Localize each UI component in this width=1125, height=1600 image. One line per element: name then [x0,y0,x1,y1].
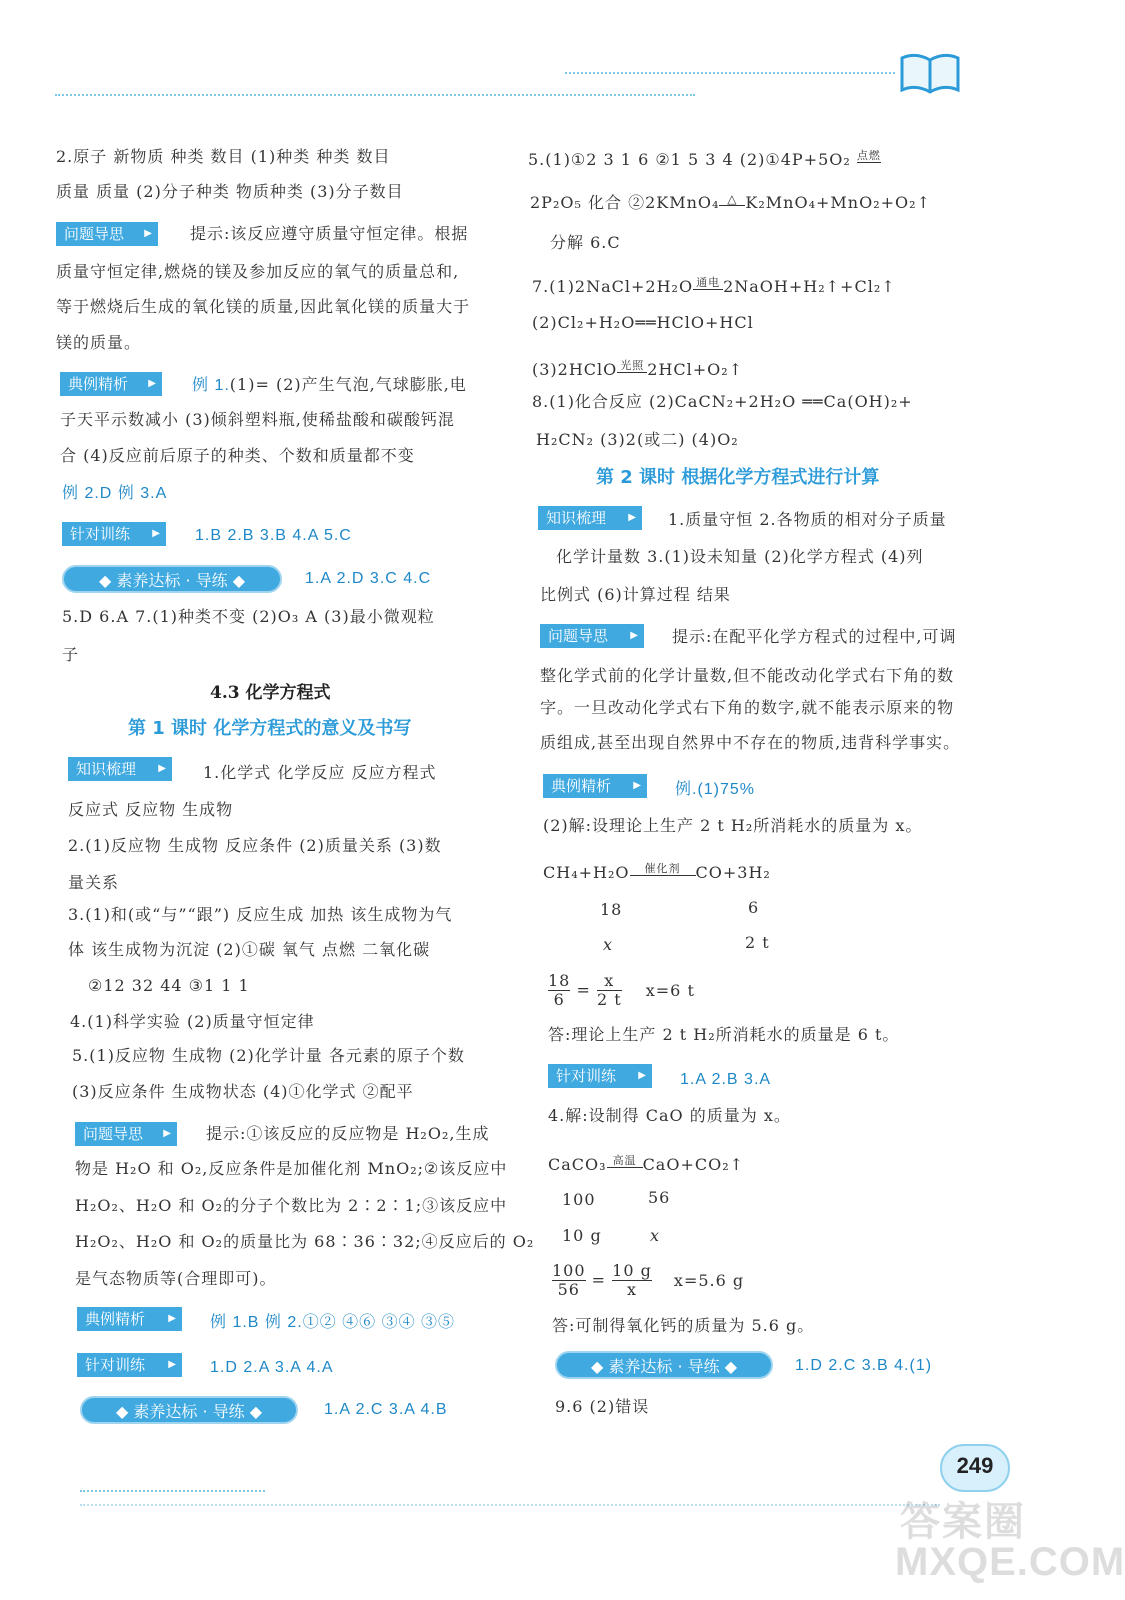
calc-a-var-2: 2 t [745,933,770,952]
tag-example-2: 典例精析 ▶ [77,1307,182,1331]
fraction-2 [597,972,622,1009]
right-line-6-products: 2HCl+O₂↑ [647,360,744,379]
right-line-25 [548,1155,744,1175]
left-line-27: H₂O₂、H₂O 和 O₂的分子个数比为 2∶2∶1;③该反应中 [75,1196,508,1215]
left-line-9: 合 (4)反应前后原子的种类、个数和质量都不变 [60,446,415,465]
equals-2: = [591,1270,607,1290]
left-line-10: 例 2.D 例 3.A [62,485,168,502]
right-line-18-text: CH₄+H₂O [543,863,630,882]
proportion-2 [552,1262,744,1299]
condition-electrolysis: 通电 [693,277,723,290]
watermark-text: 答案圈 [900,1499,1026,1545]
right-line-30: 1.D 2.C 3.B 4.(1) [795,1357,933,1374]
calc-b-var-1: 10 g [562,1226,602,1245]
fraction-4-bottom: x [626,1280,637,1299]
right-line-3: 分解 6.C [550,233,621,252]
left-line-3: 提示:该反应遵守质量守恒定律。根据 [190,224,469,243]
fraction-2-top: x [597,972,622,991]
right-line-5: (2)Cl₂+H₂O══HClO+HCl [532,313,754,332]
calc-a-mass-2: 6 [748,898,760,917]
left-line-32: 1.A 2.C 3.A 4.B [324,1401,448,1418]
right-line-4 [532,277,896,297]
calc-a-var-1: x [603,935,614,954]
right-line-25-products: CaO+CO₂↑ [642,1155,745,1174]
left-line-29: 是气态物质等(合理即可)。 [75,1269,277,1288]
header-dotted-line-right [565,72,895,74]
left-line-25: 提示:①该反应的反应物是 H₂O₂,生成 [206,1124,490,1143]
condition-light: 光照 [617,360,647,373]
tag-knowledge: 知识梳理 ▶ [68,757,172,781]
fraction-4 [612,1262,652,1299]
tag-training-2: 针对训练 ▶ [77,1353,182,1377]
right-line-1 [528,150,881,170]
right-line-23: 1.A 2.B 3.A [680,1071,772,1088]
left-line-30: 例 1.B 例 2.①② ④⑥ ③④ ③⑤ [210,1314,456,1331]
tag-problem-guide: 问题导思 ▶ [56,222,158,246]
tag-problem-guide-2: 问题导思 ▶ [75,1122,177,1146]
left-line-1: 2.原子 新物质 种类 数目 (1)种类 种类 数目 [56,147,391,166]
watermark-url: MXQE.COM [895,1540,1125,1584]
right-line-11: 比例式 (6)计算过程 结果 [540,585,731,604]
right-line-18-products: CO+3H₂ [695,863,771,882]
section-title-1: 第 1 课时 化学方程式的意义及书写 [128,718,412,739]
left-line-31: 1.D 2.A 3.A 4.A [210,1359,334,1376]
left-line-16: 反应式 反应物 生成物 [68,800,234,819]
right-line-6 [532,360,743,380]
left-line-17: 2.(1)反应物 生成物 反应条件 (2)质量关系 (3)数 [68,836,442,855]
tag-knowledge-right: 知识梳理 ▶ [538,506,642,530]
left-line-23: 5.(1)反应物 生成物 (2)化学计量 各元素的原子个数 [72,1046,465,1065]
left-line-13: 5.D 6.A 7.(1)种类不变 (2)O₃ A (3)最小微观粒 [62,607,435,626]
left-line-24: (3)反应条件 生成物状态 (4)①化学式 ②配平 [72,1082,414,1101]
example-text: (1)= (2)产生气泡,气球膨胀,电 [229,375,467,394]
calc-b-mass-1: 100 [562,1190,596,1209]
condition-high-temp: 高温 [607,1155,643,1168]
left-line-20: 体 该生成物为沉淀 (2)①碳 氧气 点燃 二氧化碳 [68,940,431,959]
right-line-8: H₂CN₂ (3)2(或二) (4)O₂ [536,430,739,449]
right-line-4-products: 2NaOH+H₂↑+Cl₂↑ [723,277,896,296]
right-line-7: 8.(1)化合反应 (2)CaCN₂+2H₂O ══Ca(OH)₂+ [532,392,913,411]
left-line-19: 3.(1)和(或“与”“跟”) 反应生成 加热 该生成物为气 [68,905,453,924]
proportion-1 [548,972,695,1009]
fraction-3-bottom: 56 [557,1280,580,1299]
fraction-3 [552,1262,586,1299]
pill-literacy-2: ◆ 素养达标 · 导练 ◆ [80,1396,298,1424]
tag-problem-guide-right: 问题导思 ▶ [540,624,644,648]
fraction-1 [548,972,570,1009]
tag-example-right: 典例精析 ▶ [543,774,647,798]
right-line-17: (2)解:设理论上生产 2 t H₂所消耗水的质量为 x。 [543,816,923,835]
right-line-14: 字。一旦改动化学式右下角的数字,就不能表示原来的物 [540,698,955,717]
right-line-25-text: CaCO₃ [548,1155,607,1174]
left-line-22: 4.(1)科学实验 (2)质量守恒定律 [70,1012,315,1031]
tag-training: 针对训练 ▶ [62,522,166,546]
right-line-31: 9.6 (2)错误 [555,1397,650,1416]
right-line-24: 4.解:设制得 CaO 的质量为 x。 [548,1106,791,1125]
left-line-11: 1.B 2.B 3.B 4.A 5.C [195,527,352,544]
tag-training-right: 针对训练 ▶ [548,1064,652,1088]
result-2: x=5.6 g [673,1270,745,1290]
pill-literacy: ◆ 素养达标 · 导练 ◆ [62,565,282,593]
left-line-14: 子 [62,645,80,664]
condition-heat: △ [719,193,745,206]
right-line-13: 整化学式前的化学计量数,但不能改动化学式右下角的数 [540,666,955,685]
fraction-1-top: 18 [548,971,571,990]
equals-1: = [576,980,591,1000]
right-line-1-text: 5.(1)①2 3 1 6 ②1 5 3 4 (2)①4P+5O₂ [528,150,851,169]
right-line-4-text: 7.(1)2NaCl+2H₂O [532,277,694,296]
left-line-26: 物是 H₂O 和 O₂,反应条件是加催化剂 MnO₂;②该反应中 [75,1159,508,1178]
right-line-2-products: K₂MnO₄+MnO₂+O₂↑ [745,193,931,212]
calc-b-mass-2: 56 [648,1188,671,1207]
left-line-18: 量关系 [68,873,120,892]
left-line-15: 1.化学式 化学反应 反应方程式 [203,763,437,782]
calc-a-mass-1: 18 [600,900,623,919]
right-line-18 [543,863,771,883]
right-line-29: 答:可制得氧化钙的质量为 5.6 g。 [552,1316,815,1335]
right-line-2 [530,193,931,213]
footer-dotted-line [80,1504,940,1506]
left-line-4: 质量守恒定律,燃烧的镁及参加反应的氧气的质量总和, [56,262,460,281]
chapter-heading: 4.3 化学方程式 [210,683,331,703]
left-line-6: 镁的质量。 [56,333,142,352]
left-line-7 [192,375,467,396]
pill-literacy-right: ◆ 素养达标 · 导练 ◆ [555,1351,773,1379]
right-line-12: 提示:在配平化学方程式的过程中,可调 [672,627,957,646]
result-1: x=6 t [645,980,695,1000]
fraction-2-bottom: 2 t [596,990,622,1009]
condition-ignite: 点燃 [856,149,881,162]
right-line-15: 质组成,甚至出现自然界中不存在的物质,违背科学事实。 [540,733,961,752]
left-line-12: 1.A 2.D 3.C 4.C [305,570,432,587]
footer-dotted-line-short [80,1490,265,1492]
right-line-10: 化学计量数 3.(1)设未知量 (2)化学方程式 (4)列 [556,547,924,566]
calc-b-var-2: x [650,1226,661,1245]
open-book-icon [898,48,962,96]
condition-catalyst: 催化剂 [630,863,696,876]
tag-example: 典例精析 ▶ [60,372,162,396]
example-label: 例 1. [192,377,230,394]
page-number: 249 [956,1453,994,1478]
left-line-28: H₂O₂、H₂O 和 O₂的质量比为 68∶36∶32;④反应后的 O₂ [75,1232,535,1251]
right-line-9: 1.质量守恒 2.各物质的相对分子质量 [668,510,947,529]
header-dotted-line [55,94,695,96]
left-line-8: 子天平示数减小 (3)倾斜塑料瓶,使稀盐酸和碳酸钙混 [60,410,455,429]
fraction-1-bottom: 6 [553,990,565,1009]
left-line-21: ②12 32 44 ③1 1 1 [88,976,250,995]
right-line-16: 例.(1)75% [675,781,756,798]
right-line-2-text: 2P₂O₅ 化合 ②2KMnO₄ [530,193,720,212]
right-line-6-text: (3)2HClO [532,360,618,379]
left-line-5: 等于燃烧后生成的氧化镁的质量,因此氧化镁的质量大于 [56,297,471,316]
fraction-4-top: 10 g [612,1261,652,1280]
left-line-2: 质量 质量 (2)分子种类 物质种类 (3)分子数目 [56,182,404,201]
section-title-2: 第 2 课时 根据化学方程式进行计算 [596,467,880,488]
right-line-22: 答:理论上生产 2 t H₂所消耗水的质量是 6 t。 [548,1025,900,1044]
fraction-3-top: 100 [552,1261,586,1280]
